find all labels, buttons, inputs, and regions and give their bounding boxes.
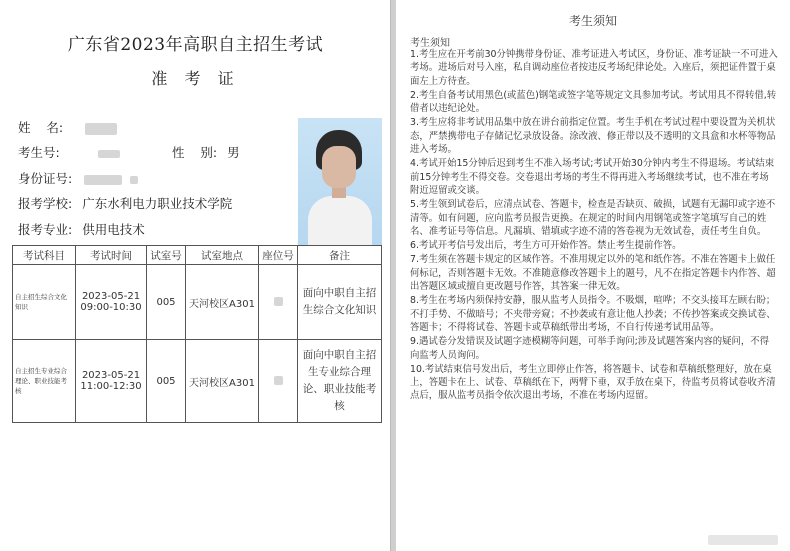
notice-item: 7.考生须在答题卡规定的区域作答。不准用规定以外的笔和纸作答。不准在答题卡上做任何标记，否则答题卡无效。不准随意修改答题卡上的题号，凡不在指定答题卡内作答、超出答题区域或擅自更改题号作答，其答案一律无效。	[410, 254, 776, 293]
watermark	[708, 535, 778, 545]
id-redacted	[84, 175, 122, 185]
id-label: 身份证号:	[18, 171, 73, 186]
gender-value: 男	[227, 145, 240, 160]
notice-item: 5.考生领到试卷后，应清点试卷、答题卡，检查是否缺页、破损，试题有无漏印或字迹不清等。如有问题，应向监考员报告更换。在规定的时间内用钢笔或签字笔填写自己的姓名、准考证号等信息。凡漏填、错填或字迹不清的答卷视为无效试卷，责任考生自负。	[410, 199, 776, 237]
school-label: 报考学校:	[18, 196, 73, 211]
cell-subject: 自主招生综合文化知识	[13, 265, 76, 340]
notice-item: 2.考生自备考试用黑色(或蓝色)钢笔或签字笔等规定文具参加考试。考试用具不得转借,转借者以违纪论处。	[410, 89, 777, 115]
notice-list	[410, 48, 778, 404]
notice-item: 6.考试开考信号发出后，考生方可开始作答。禁止考生提前作答。	[410, 240, 682, 252]
cell-location: 天河校区A301	[186, 265, 259, 340]
ticket-title: 广东省2023年高职自主招生考试	[67, 35, 324, 55]
seat-redacted	[274, 376, 283, 385]
name-field	[18, 118, 117, 136]
major-value: 供用电技术	[82, 222, 145, 237]
table-header-row	[13, 246, 382, 265]
notice-item: 1.考生应在开考前30分钟携带身份证、准考证进入考试区，身份证、准考证缺一不可进入考场。进场后对号入座，私自调动座位者按违反考场纪律论处。入座后，须把证件置于桌面左上方待查。	[410, 49, 778, 87]
exam-no-label: 考生号:	[18, 145, 60, 160]
gender-label: 性 别:	[172, 145, 218, 160]
notice-item: 9.遇试卷分发错误及试题字迹模糊等问题，可举手询问;涉及试题答案内容的疑问，不得向监考人员询问。	[410, 336, 769, 361]
gender-field	[172, 143, 240, 161]
cell-seat	[259, 340, 298, 423]
exam-no-field	[18, 143, 120, 161]
notice-item: 8.考生在考场内须保持安静，服从监考人员指令。不吸烟，喧哗；不交头接耳左顾右盼；不打手势、不做暗号；不夹带旁窥；不抄袭或有意让他人抄袭；不传抄答案或交换试卷、答题卡；不得将试卷、答题卡或草稿纸带出考场，不自行传递考试用品等。	[410, 295, 776, 333]
ticket-subtitle: 准 考 证	[151, 69, 240, 88]
cell-room: 005	[147, 340, 186, 423]
header-room: 试室号	[147, 246, 186, 265]
school-field	[18, 194, 232, 212]
candidate-photo	[298, 118, 382, 246]
cell-room: 005	[147, 265, 186, 340]
cell-time: 2023-05-21 09:00-10:30	[76, 265, 147, 340]
header-location: 试室地点	[186, 246, 259, 265]
cell-location: 天河校区A301	[186, 340, 259, 423]
header-subject: 考试科目	[13, 246, 76, 265]
exam-schedule-table	[12, 245, 382, 423]
table-row	[13, 340, 382, 423]
cell-subject: 自主招生专业综合理论、职业技能考核	[13, 340, 76, 423]
cell-note: 面向中职自主招生专业综合理论、职业技能考核	[298, 340, 382, 423]
cell-note: 面向中职自主招生综合文化知识	[298, 265, 382, 340]
name-label: 姓 名:	[18, 120, 64, 135]
name-redacted	[85, 123, 117, 135]
notice-page	[396, 0, 790, 551]
cell-seat	[259, 265, 298, 340]
header-time: 考试时间	[76, 246, 147, 265]
exam-no-redacted	[98, 150, 120, 158]
id-field	[18, 169, 138, 187]
major-label: 报考专业:	[18, 222, 73, 237]
header-seat: 座位号	[259, 246, 298, 265]
notice-title: 考生须知	[568, 14, 617, 28]
notice-item: 10.考试结束信号发出后，考生立即停止作答，将答题卡、试卷和草稿纸整理好，放在桌上，答题卡在上、试卷、草稿纸在下，两臂下垂，双手放在桌下，待监考员将试卷收齐清点后，服从监考员指令依次退出考场，不准在考场内逗留。	[410, 363, 776, 402]
cell-time: 2023-05-21 11:00-12:30	[76, 340, 147, 423]
id-redacted-2	[130, 176, 138, 184]
header-note: 备注	[298, 246, 382, 265]
seat-redacted	[274, 297, 283, 306]
notice-item: 3.考生应将非考试用品集中放在讲台前指定位置。考生手机在考试过程中要设置为关机状态，严禁携带电子存储记忆录放设备。涂改液、修正带以及不透明的文具盒和水杯等物品进入考场。	[410, 117, 776, 156]
notice-item: 4.考试开始15分钟后迟到考生不准入场考试;考试开始30分钟内考生不得退场。考试结束前15分钟考生不得交卷。交卷退出考场的考生不得再进入考场继续考试，也不准在考场附近逗留或交谈。	[410, 158, 775, 196]
admission-ticket-page	[0, 0, 391, 551]
major-field	[18, 220, 145, 238]
notice-heading: 考生须知	[410, 38, 450, 49]
school-value: 广东水利电力职业技术学院	[82, 196, 233, 211]
table-row	[13, 265, 382, 340]
